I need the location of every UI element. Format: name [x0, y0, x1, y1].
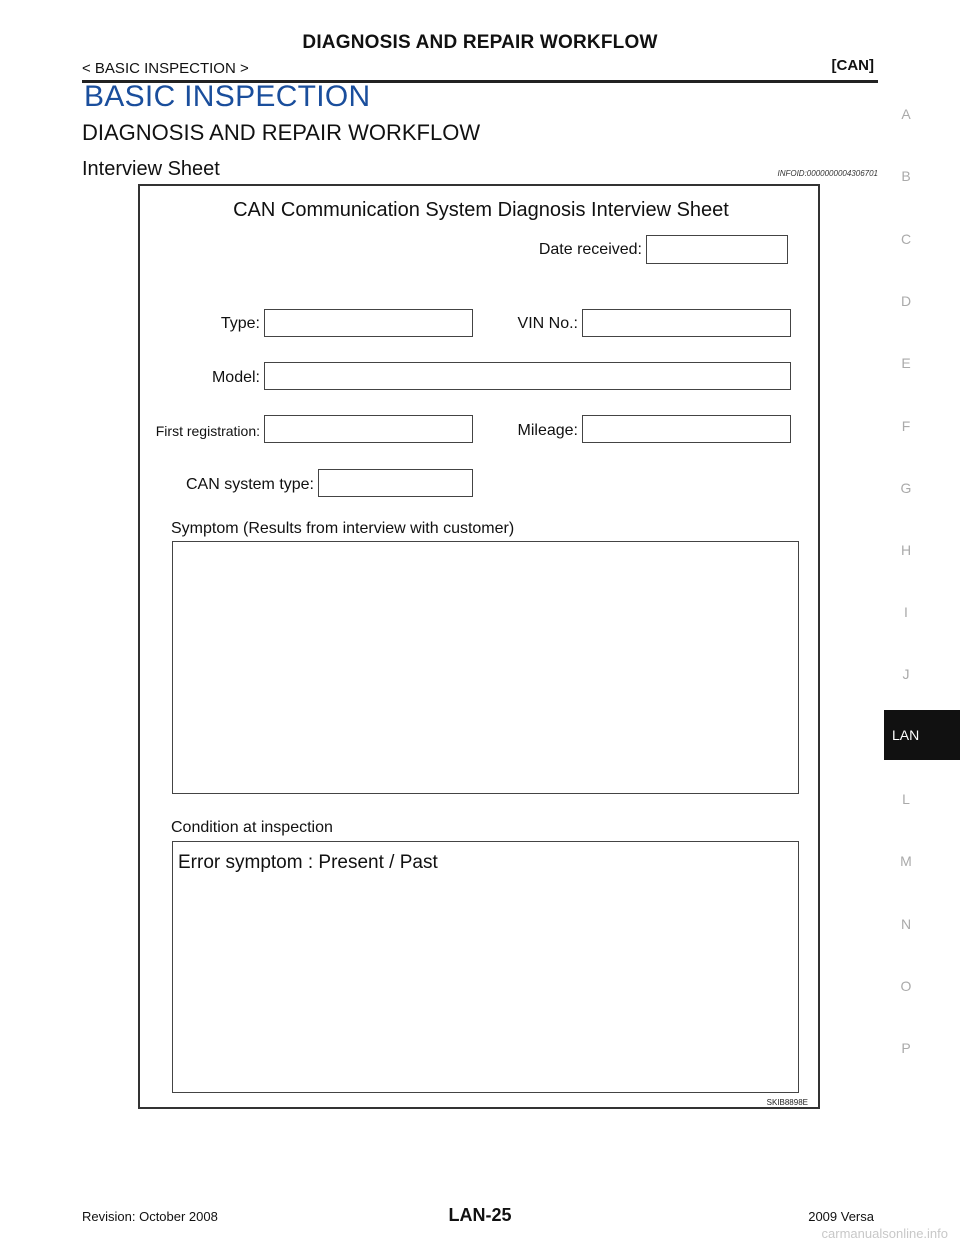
index-tab-m[interactable]: M	[900, 853, 912, 869]
first-registration-field	[264, 415, 473, 443]
index-tab-o[interactable]: O	[900, 978, 912, 994]
footer-page-number: LAN-25	[448, 1205, 512, 1225]
footer-model: 2009 Versa	[808, 1209, 874, 1224]
error-symptom-text: Error symptom : Present / Past	[178, 852, 438, 873]
mileage-field	[582, 415, 791, 443]
mileage-label: Mileage:	[517, 422, 578, 439]
date-received-field	[646, 235, 788, 264]
vin-label: VIN No.:	[517, 315, 578, 332]
type-field	[264, 309, 473, 337]
index-tab-g[interactable]: G	[900, 480, 912, 496]
index-tab-i[interactable]: I	[904, 604, 908, 620]
condition-label: Condition at inspection	[171, 819, 333, 836]
header-title: DIAGNOSIS AND REPAIR WORKFLOW	[302, 32, 658, 53]
section-subtitle: DIAGNOSIS AND REPAIR WORKFLOW	[82, 120, 481, 145]
symptom-box	[172, 541, 799, 794]
model-label: Model:	[211, 369, 260, 386]
section-heading: Interview Sheet	[82, 158, 220, 180]
index-tab-j[interactable]: J	[902, 666, 910, 682]
footer-revision: Revision: October 2008	[82, 1209, 218, 1224]
index-tab-b[interactable]: B	[901, 168, 911, 184]
figure-code: SKIB8898E	[766, 1098, 808, 1107]
header-subtitle: < BASIC INSPECTION >	[82, 60, 249, 77]
interview-sheet-title: CAN Communication System Diagnosis Interview Sheet	[233, 199, 729, 221]
index-tab-e[interactable]: E	[901, 355, 911, 371]
index-tab-l[interactable]: L	[902, 791, 910, 807]
watermark: carmanualsonline.info	[821, 1226, 948, 1241]
index-tab-h[interactable]: H	[900, 542, 912, 558]
index-tab-lan-active[interactable]: LAN	[884, 710, 960, 760]
vin-field	[582, 309, 791, 337]
index-tab-a[interactable]: A	[901, 106, 911, 122]
can-system-type-field	[318, 469, 473, 497]
model-field	[264, 362, 791, 390]
symptom-label: Symptom (Results from interview with customer)	[171, 520, 515, 537]
index-tab-c[interactable]: C	[900, 231, 912, 247]
type-label: Type:	[220, 315, 260, 332]
index-tab-p[interactable]: P	[901, 1040, 911, 1056]
date-received-label: Date received:	[538, 241, 642, 258]
index-tab-n[interactable]: N	[900, 916, 912, 932]
info-id: INFOID:0000000004306701	[777, 169, 878, 178]
index-tab-d[interactable]: D	[900, 293, 912, 309]
first-registration-label: First registration:	[155, 423, 260, 439]
can-system-type-label: CAN system type:	[185, 476, 314, 493]
condition-box	[172, 841, 799, 1093]
header-tag: [CAN]	[831, 57, 874, 74]
section-title: BASIC INSPECTION	[84, 80, 371, 113]
index-tab-f[interactable]: F	[901, 418, 911, 434]
